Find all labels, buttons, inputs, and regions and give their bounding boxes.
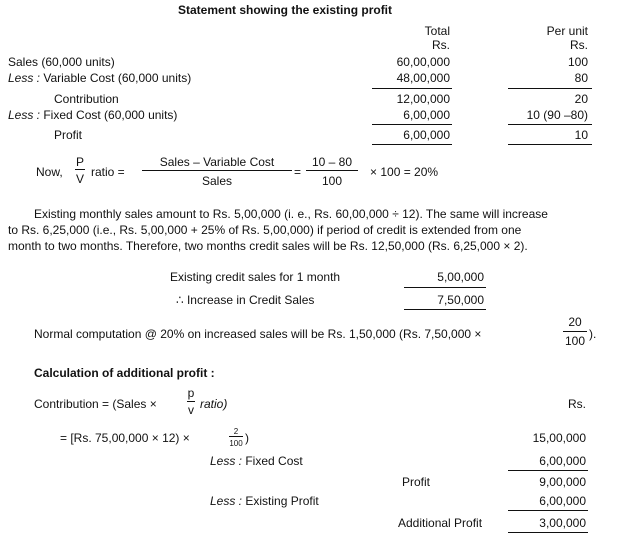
pv-result: × 100 = 20%	[370, 165, 439, 179]
column-header-per-unit-unit: Rs.	[570, 38, 588, 52]
pv-ratio-word: ratio =	[91, 165, 125, 179]
row-fixed-cost-per-unit: 10 (90 –80)	[526, 108, 588, 122]
rule-per-unit-3	[508, 144, 592, 145]
row-fixed-cost-label: Less : Fixed Cost (60,000 units)	[8, 108, 178, 122]
pv-numerator-1: Sales – Variable Cost	[159, 155, 275, 169]
pv-numerator-2: 10 – 80	[311, 155, 353, 169]
paragraph-line-3: month to two months. Therefore, two months credit sales will be Rs. 12,50,000 (Rs. 6,25,000 × 2).	[8, 239, 528, 253]
additional-value-5: 3,00,000	[539, 516, 586, 530]
normal-fraction-den: 100	[564, 334, 586, 348]
row-sales-total: 60,00,000	[396, 55, 450, 69]
row-profit-per-unit: 10	[574, 128, 588, 142]
additional-value-3: 9,00,000	[539, 475, 586, 489]
additional-rule-3	[508, 532, 588, 533]
pv-fraction-bar-1	[142, 170, 292, 171]
normal-close: ).	[589, 327, 597, 341]
pv-denominator-2: 100	[321, 174, 343, 188]
credit-row-2-label: ∴ Increase in Credit Sales	[176, 293, 315, 307]
credit-rule-2	[404, 309, 486, 310]
row-sales-per-unit: 100	[567, 55, 588, 69]
credit-rule-1	[404, 287, 486, 288]
row-variable-cost-per-unit: 80	[574, 71, 588, 85]
pv-denominator-1: Sales	[201, 174, 233, 188]
additional-rule-1	[508, 470, 588, 471]
credit-row-1-label: Existing credit sales for 1 month	[170, 270, 341, 284]
additional-frac-num: 2	[233, 427, 239, 436]
additional-profit-final-label: Additional Profit	[398, 516, 483, 530]
additional-value-1: 15,00,000	[532, 431, 586, 445]
column-header-total: Total	[424, 24, 450, 38]
normal-fraction-num: 20	[568, 315, 582, 329]
credit-row-2-value: 7,50,000	[437, 293, 484, 307]
additional-p-letter: p	[187, 386, 195, 400]
additional-pv-bar	[187, 401, 195, 402]
additional-value-2: 6,00,000	[539, 454, 586, 468]
row-fixed-cost-total: 6,00,000	[403, 108, 450, 122]
pv-equals: =	[294, 165, 302, 179]
rule-total-1	[372, 88, 452, 89]
rule-total-3	[372, 144, 452, 145]
pv-p-letter: P	[75, 155, 84, 169]
additional-frac-den: 100	[229, 439, 243, 448]
additional-line-2-text: = [Rs. 75,00,000 × 12) ×	[60, 431, 190, 445]
row-variable-cost-total: 48,00,000	[396, 71, 450, 85]
pv-fraction-bar-2	[306, 170, 358, 171]
rule-per-unit-1	[508, 88, 592, 89]
additional-value-4: 6,00,000	[539, 494, 586, 508]
additional-frac-close: )	[245, 431, 249, 445]
rule-total-2	[372, 124, 452, 125]
paragraph-line-2: to Rs. 6,25,000 (i.e., Rs. 5,00,000 + 25% of Rs. 5,00,000) if period of credit is extended from one	[8, 223, 522, 237]
normal-fraction-bar	[563, 331, 587, 332]
row-contribution-per-unit: 20	[574, 92, 588, 106]
column-header-total-unit: Rs.	[432, 38, 450, 52]
row-sales-label: Sales (60,000 units)	[8, 55, 115, 69]
rule-per-unit-2	[508, 124, 592, 125]
additional-v-letter: v	[188, 403, 194, 417]
pv-small-fraction-bar	[75, 169, 85, 170]
additional-rule-2	[508, 510, 588, 511]
row-profit-total: 6,00,000	[403, 128, 450, 142]
pv-v-letter: V	[75, 172, 84, 186]
credit-row-1-value: 5,00,000	[437, 270, 484, 284]
additional-contribution-text: Contribution = (Sales ×	[34, 397, 157, 411]
additional-rs-header: Rs.	[568, 397, 586, 411]
additional-less-existing-profit: Less : Existing Profit	[210, 494, 319, 508]
statement-title: Statement showing the existing profit	[178, 3, 393, 17]
normal-computation-text: Normal computation @ 20% on increased sales will be Rs. 1,50,000 (Rs. 7,50,000 ×	[34, 327, 482, 341]
additional-ratio-word: ratio)	[200, 397, 228, 411]
paragraph-line-1: Existing monthly sales amount to Rs. 5,00,000 (i. e., Rs. 60,00,000 ÷ 12). The same will increase	[34, 207, 548, 221]
column-header-per-unit: Per unit	[546, 24, 588, 38]
additional-heading: Calculation of additional profit :	[34, 366, 215, 380]
row-contribution-total: 12,00,000	[396, 92, 450, 106]
additional-profit-label: Profit	[402, 475, 431, 489]
row-profit-label: Profit	[54, 128, 83, 142]
additional-less-fixed-cost: Less : Fixed Cost	[210, 454, 303, 468]
row-contribution-label: Contribution	[54, 92, 119, 106]
pv-lead: Now,	[36, 165, 63, 179]
row-variable-cost-label: Less : Variable Cost (60,000 units)	[8, 71, 192, 85]
